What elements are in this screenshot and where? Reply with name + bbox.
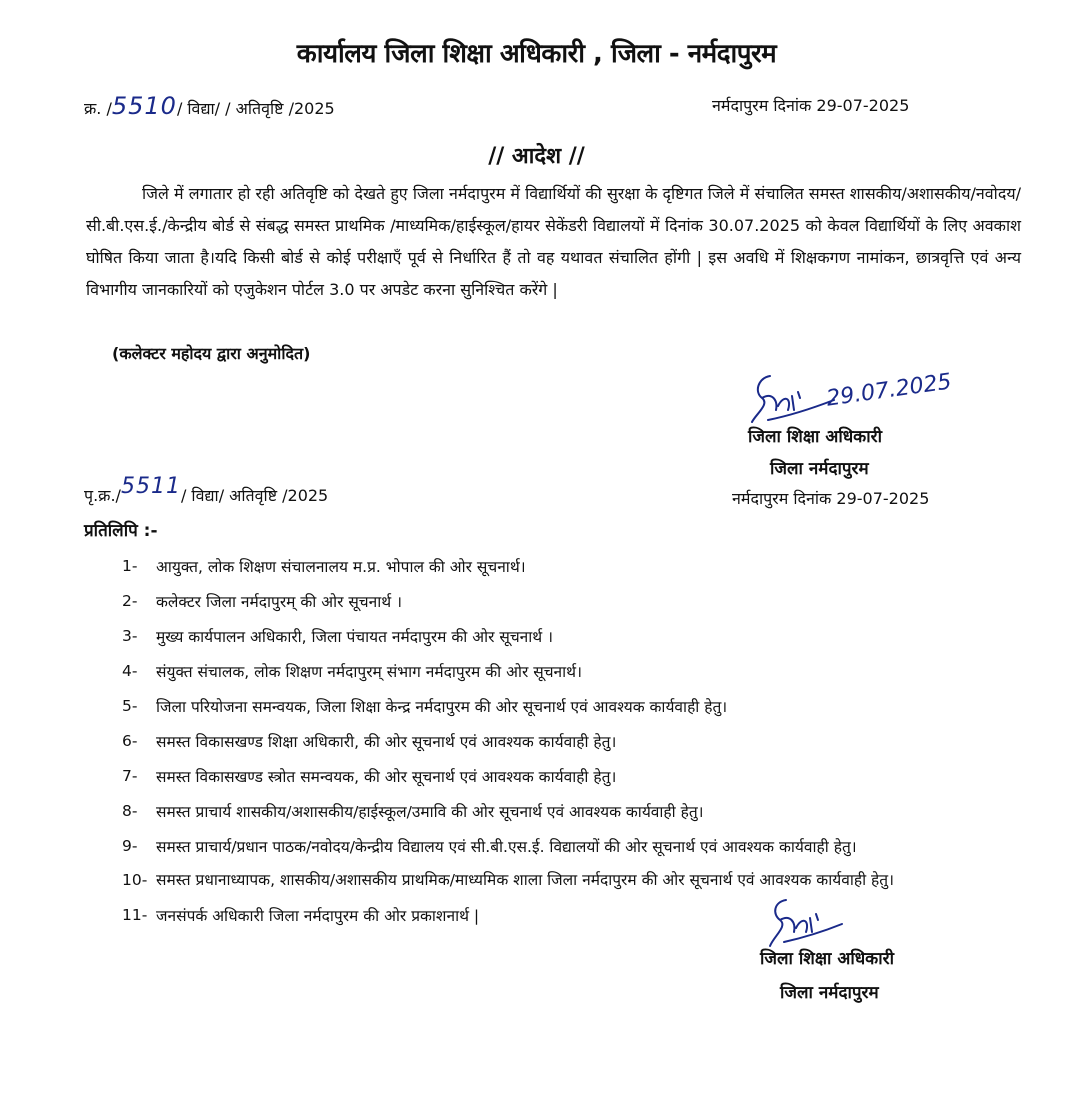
place-date: नर्मदापुरम दिनांक 29-07-2025 [712, 96, 910, 115]
copy-heading: प्रतिलिपि :- [84, 521, 158, 541]
item-text: आयुक्त, लोक शिक्षण संचालनालय म.प्र. भोपाल की ओर सूचनार्थ। [156, 557, 526, 576]
list-item [122, 828, 1022, 863]
item-text: समस्त विकासखण्ड शिक्षा अधिकारी, की ओर सूचनार्थ एवं आवश्यक कार्यवाही हेतु। [156, 732, 617, 751]
list-item [122, 688, 1022, 723]
item-number: 9- [122, 836, 138, 855]
list-item [122, 548, 1022, 583]
order-reference [84, 92, 335, 120]
list-item [122, 863, 1022, 897]
copy-list [122, 548, 1022, 932]
list-item [122, 758, 1022, 793]
approval-note: (कलेक्टर महोदय द्वारा अनुमोदित) [112, 344, 311, 363]
item-text: संयुक्त संचालक, लोक शिक्षण नर्मदापुरम् संभाग नर्मदापुरम की ओर सूचनार्थ। [156, 662, 582, 681]
item-text: कलेक्टर जिला नर्मदापुरम् की ओर सूचनार्थ । [156, 592, 402, 611]
item-text: जनसंपर्क अधिकारी जिला नर्मदापुरम की ओर प्रकाशनार्थ | [156, 906, 480, 925]
item-number: 6- [122, 731, 138, 750]
item-number: 3- [122, 626, 138, 645]
order-body [86, 178, 1021, 306]
pref-number-handwritten: 5511 [120, 474, 181, 499]
item-text: समस्त विकासखण्ड स्त्रोत समन्वयक, की ओर सूचनार्थ एवं आवश्यक कार्यवाही हेतु। [156, 767, 617, 786]
item-text: समस्त प्राचार्य शासकीय/अशासकीय/हाईस्कूल/उमावि की ओर सूचनार्थ एवं आवश्यक कार्यवाही हेतु। [156, 802, 704, 821]
item-number: 4- [122, 661, 138, 680]
item-text: समस्त प्राचार्य/प्रधान पाठक/नवोदय/केन्द्रीय विद्यालय एवं सी.बी.एस.ई. विद्यालयों की ओर सूचनार्थ एवं आवश्यक कार्यवाही हेतु। [156, 837, 857, 856]
item-number: 5- [122, 696, 138, 715]
ref-suffix: / विद्या/ / अतिवृष्टि /2025 [176, 99, 335, 118]
item-number: 2- [122, 591, 138, 610]
item-text: जिला परियोजना समन्वयक, जिला शिक्षा केन्द्र नर्मदापुरम की ओर सूचनार्थ एवं आवश्यक कार्यवाही हेतु। [156, 697, 728, 716]
ref-prefix: क्र. / [84, 99, 112, 118]
district-2: जिला नर्मदापुरम [780, 983, 879, 1003]
item-number: 11- [122, 905, 148, 924]
item-number: 1- [122, 556, 138, 575]
item-number: 7- [122, 766, 138, 785]
designation-1: जिला शिक्षा अधिकारी [748, 427, 882, 447]
list-item [122, 618, 1022, 653]
designation-2: जिला शिक्षा अधिकारी [760, 949, 894, 969]
place-date-2: नर्मदापुरम दिनांक 29-07-2025 [732, 489, 930, 508]
office-title: कार्यालय जिला शिक्षा अधिकारी , जिला - नर्मदापुरम [296, 39, 777, 69]
item-number: 10- [122, 871, 148, 889]
item-text: समस्त प्रधानाध्यापक, शासकीय/अशासकीय प्राथमिक/माध्यमिक शाला जिला नर्मदापुरम की ओर सूचनार्थ एवं आवश्यक कार्यवाही हेतु। [156, 871, 894, 889]
list-item [122, 897, 1022, 932]
ref-number-handwritten: 5510 [111, 92, 177, 120]
item-number: 8- [122, 801, 138, 820]
district-1: जिला नर्मदापुरम [770, 459, 869, 479]
signature-scribble [748, 370, 838, 430]
endorsement-reference [84, 474, 329, 507]
list-item [122, 723, 1022, 758]
pref-prefix: पृ.क्र./ [84, 486, 121, 505]
list-item [122, 583, 1022, 618]
order-paragraph: जिले में लगातार हो रही अतिवृष्टि को देखते हुए जिला नर्मदापुरम में विद्यार्थियों की सुरक्षा के दृष्टिगत जिले में संचालित समस्त शासकीय/अशासकीय/नवोदय/सी.बी.एस.ई./केन्द्रीय बोर्ड से संबद्ध समस्त प्राथमिक /माध्यमिक/हाईस्कूल/हायर सेकेंडरी विद्यालयों में दिनांक 30.07.2025 को केवल विद्यार्थियों के लिए अवकाश घोषित किया जाता है।यदि किसी बोर्ड से कोई परीक्षाएँ पूर्व से निर्धारित हैं तो वह यथावत संचालित होंगी | इस अवधि में शिक्षकगण नामांकन, छात्रवृत्ति एवं अन्य विभागीय जानकारियों को एजुकेशन पोर्टल 3.0 पर अपडेट करना सुनिश्चित करेंगे | [86, 184, 1021, 299]
item-text: मुख्य कार्यपालन अधिकारी, जिला पंचायत नर्मदापुरम की ओर सूचनार्थ । [156, 627, 553, 646]
list-item [122, 793, 1022, 828]
signature-scribble [766, 896, 846, 952]
order-heading: // आदेश // [488, 144, 585, 169]
pref-suffix: / विद्या/ अतिवृष्टि /2025 [180, 486, 329, 505]
list-item [122, 653, 1022, 688]
signature-date: 29.07.2025 [824, 369, 954, 412]
